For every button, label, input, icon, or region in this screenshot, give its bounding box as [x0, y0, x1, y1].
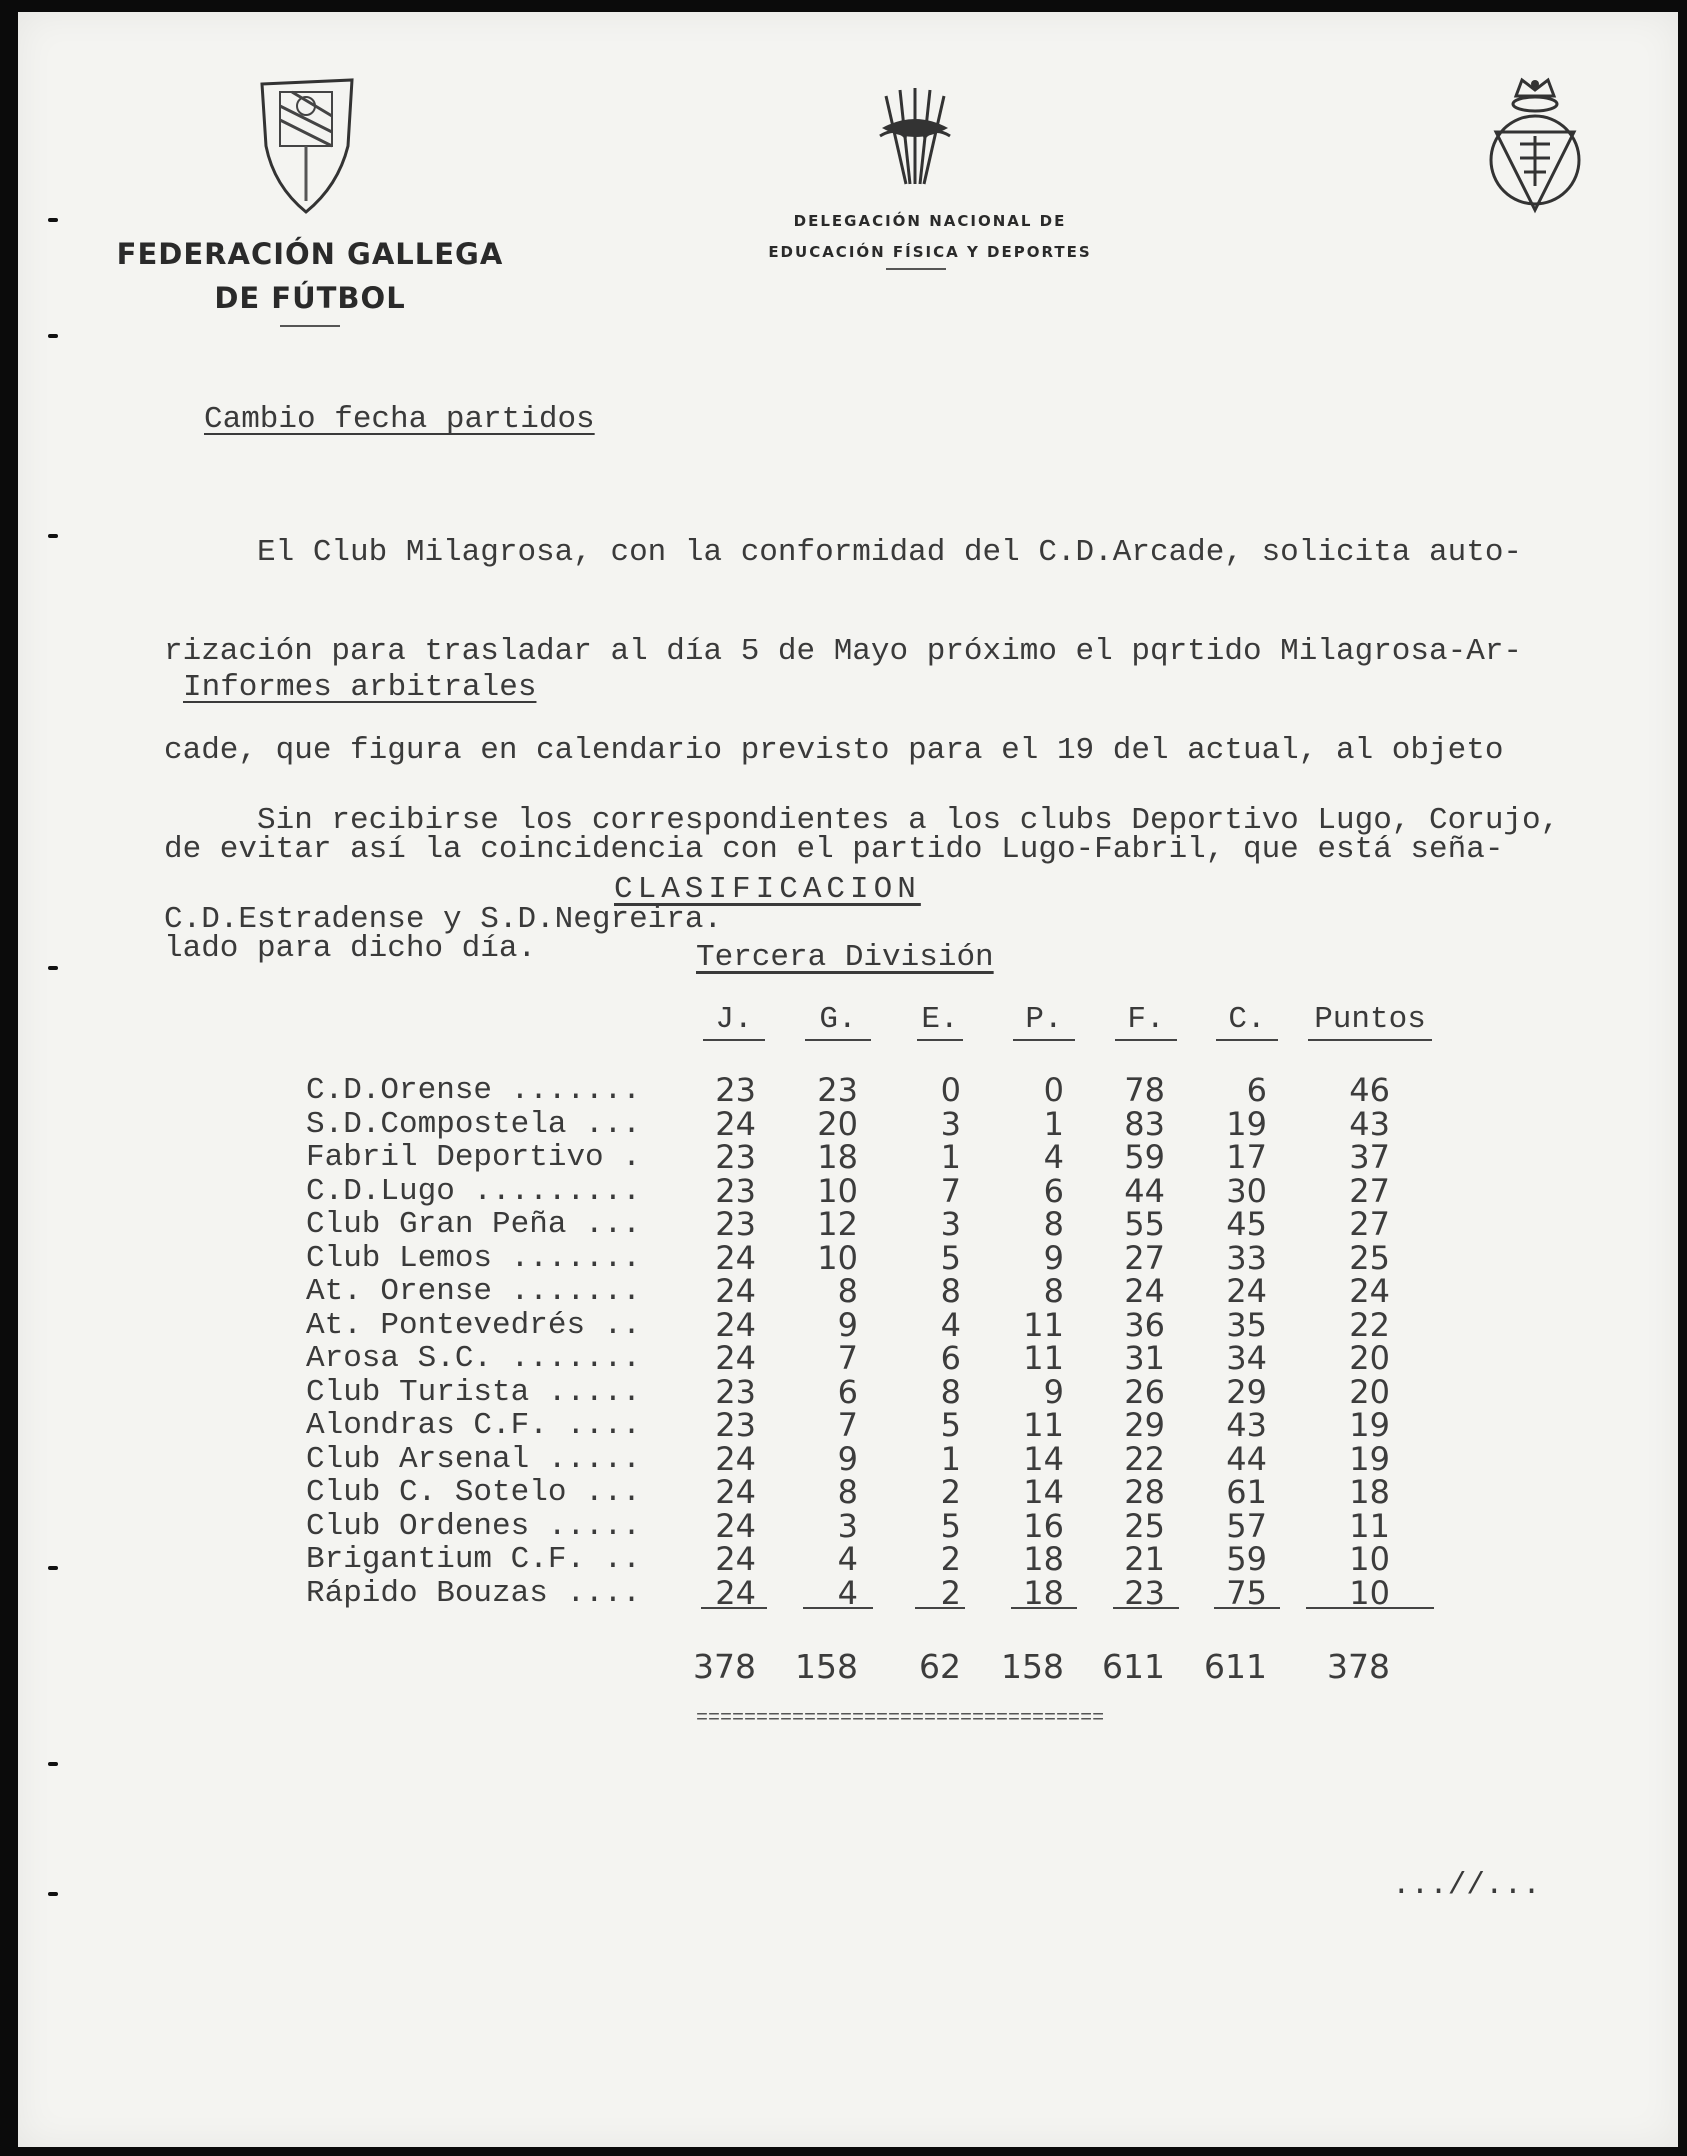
column-header: E.: [917, 1002, 963, 1041]
standings-cell: 43: [1226, 1406, 1267, 1444]
standings-cell: 1: [940, 1439, 961, 1478]
standings-cell: 26: [1124, 1372, 1165, 1411]
team-name: Club Arsenal .....: [306, 1441, 641, 1477]
standings-cell: 3: [837, 1506, 858, 1545]
standings-cell: 23: [715, 1205, 756, 1243]
standings-cell: 27: [1349, 1205, 1390, 1243]
standings-cell: 78: [1124, 1071, 1165, 1109]
standings-cell: 7: [940, 1171, 961, 1210]
standings-cell: 61: [1226, 1473, 1267, 1511]
standings-cell: 34: [1226, 1339, 1267, 1377]
standings-cell: 28: [1124, 1473, 1165, 1511]
standings-cell: 2: [940, 1540, 961, 1578]
column-total: 62: [919, 1647, 961, 1686]
standings-cell: 8: [1043, 1272, 1064, 1310]
team-name: S.D.Compostela ...: [306, 1106, 641, 1142]
standings-cell: 6: [1246, 1071, 1267, 1109]
continuation-mark: ...//...: [1392, 1868, 1541, 1903]
standings-cell: 5: [940, 1406, 961, 1444]
standings-cell: 83: [1124, 1104, 1165, 1143]
delegation-rule: [886, 268, 946, 270]
standings-cell: 23: [715, 1171, 756, 1210]
edge-mark: [48, 966, 58, 970]
standings-cell: 5: [940, 1238, 961, 1277]
federation-name-line1: FEDERACIÓN GALLEGA: [116, 237, 504, 271]
standings-cell: 33: [1226, 1238, 1267, 1277]
standings-cell: 22: [1124, 1439, 1165, 1478]
body-line: lado para dicho día.: [164, 931, 537, 966]
column-total: 158: [795, 1647, 858, 1686]
column-header: J.: [703, 1002, 765, 1041]
section-heading-date-change: Cambio fecha partidos: [204, 402, 595, 437]
standings-cell: 23: [715, 1138, 756, 1176]
standings-cell: 12: [817, 1205, 858, 1243]
team-name: Club Lemos .......: [306, 1240, 641, 1276]
section-body-referee-reports: [164, 738, 1559, 969]
edge-mark: [48, 334, 58, 338]
standings-cell: 6: [1043, 1171, 1064, 1210]
column-header: Puntos: [1308, 1002, 1432, 1041]
standings-cell: 59: [1124, 1138, 1165, 1176]
standings-cell: 8: [1043, 1205, 1064, 1243]
edge-mark: [48, 1762, 58, 1766]
edge-mark: [48, 534, 58, 538]
standings-cell: 31: [1124, 1339, 1165, 1377]
standings-cell: 23: [715, 1372, 756, 1411]
standings-subtitle: Tercera División: [696, 940, 994, 975]
standings-cell: 23: [715, 1406, 756, 1444]
standings-title: CLASIFICACION: [614, 872, 921, 907]
team-name: Alondras C.F. ....: [306, 1408, 641, 1443]
standings-cell: 10: [1349, 1573, 1390, 1612]
standings-cell: 4: [837, 1573, 858, 1612]
standings-cell: 20: [817, 1104, 858, 1143]
standings-cell: 29: [1124, 1406, 1165, 1444]
standings-cell: 25: [1349, 1238, 1390, 1277]
standings-cell: 36: [1124, 1305, 1165, 1344]
team-name: Club Gran Peña ...: [306, 1207, 641, 1242]
standings-cell: 6: [940, 1339, 961, 1377]
standings-cell: 43: [1349, 1104, 1390, 1143]
standings-cell: 55: [1124, 1205, 1165, 1243]
standings-cell: 44: [1226, 1439, 1267, 1478]
edge-mark: [48, 1892, 58, 1896]
standings-cell: 11: [1023, 1406, 1064, 1444]
column-total-rule: [1011, 1607, 1077, 1609]
team-name: Club Ordenes .....: [306, 1508, 641, 1544]
column-total-rule: [1306, 1607, 1434, 1609]
column-header: P.: [1013, 1002, 1075, 1041]
standings-cell: 11: [1023, 1305, 1064, 1344]
standings-cell: 11: [1023, 1339, 1064, 1377]
standings-cell: 11: [1349, 1506, 1390, 1545]
standings-cell: 4: [837, 1540, 858, 1578]
column-total-rule: [915, 1607, 965, 1609]
standings-cell: 57: [1226, 1506, 1267, 1545]
standings-cell: 0: [940, 1071, 961, 1109]
federation-name: [100, 232, 520, 320]
standings-cell: 6: [837, 1372, 858, 1411]
delegation-name: [705, 206, 1155, 268]
shield-emblem-icon: [258, 76, 356, 216]
body-line: rización para trasladar al día 5 de Mayo próximo el pqrtido Milagrosa-Ar-: [164, 634, 1523, 669]
standings-cell: 8: [940, 1372, 961, 1411]
standings-cell: 24: [1124, 1272, 1165, 1310]
body-line: C.D.Estradense y S.D.Negreira.: [164, 902, 723, 937]
edge-mark: [48, 218, 58, 222]
team-name: Rápido Bouzas ....: [306, 1575, 641, 1611]
standings-cell: 3: [940, 1104, 961, 1143]
column-total-rule: [1113, 1607, 1179, 1609]
standings-cell: 10: [1349, 1540, 1390, 1578]
column-header: C.: [1216, 1002, 1278, 1041]
standings-cell: 1: [940, 1138, 961, 1176]
standings-cell: 24: [715, 1439, 756, 1478]
yoke-arrows-emblem-icon: [876, 80, 954, 190]
standings-cell: 20: [1349, 1339, 1390, 1377]
team-name: Club C. Sotelo ...: [306, 1475, 641, 1510]
standings-cell: 21: [1124, 1540, 1165, 1578]
standings-cell: 9: [837, 1305, 858, 1344]
standings-cell: 29: [1226, 1372, 1267, 1411]
standings-cell: 3: [940, 1205, 961, 1243]
team-name: Club Turista .....: [306, 1374, 641, 1410]
standings-cell: 18: [1349, 1473, 1390, 1511]
standings-cell: 45: [1226, 1205, 1267, 1243]
column-total-rule: [1214, 1607, 1280, 1609]
standings-cell: 75: [1226, 1573, 1267, 1612]
standings-cell: 19: [1349, 1439, 1390, 1478]
standings-cell: 7: [837, 1339, 858, 1377]
standings-cell: 19: [1349, 1406, 1390, 1444]
team-name: At. Pontevedrés ..: [306, 1307, 641, 1343]
standings-cell: 14: [1023, 1439, 1064, 1478]
body-line: El Club Milagrosa, con la conformidad del C.D.Arcade, solicita auto-: [164, 535, 1523, 570]
standings-cell: 24: [715, 1272, 756, 1310]
standings-cell: 25: [1124, 1506, 1165, 1545]
standings-cell: 23: [1124, 1573, 1165, 1612]
standings-cell: 8: [837, 1272, 858, 1310]
team-name: Brigantium C.F. ..: [306, 1542, 641, 1577]
standings-cell: 44: [1124, 1171, 1165, 1210]
standings-cell: 23: [715, 1071, 756, 1109]
standings-cell: 0: [1043, 1071, 1064, 1109]
standings-cell: 37: [1349, 1138, 1390, 1176]
standings-cell: 8: [940, 1272, 961, 1310]
standings-cell: 27: [1349, 1171, 1390, 1210]
standings-cell: 24: [715, 1339, 756, 1377]
column-total: 611: [1204, 1647, 1267, 1686]
standings-cell: 22: [1349, 1305, 1390, 1344]
column-total-rule: [701, 1607, 767, 1609]
standings-cell: 9: [1043, 1372, 1064, 1411]
standings-cell: 24: [715, 1238, 756, 1277]
standings-cell: 24: [715, 1573, 756, 1612]
standings-cell: 30: [1226, 1171, 1267, 1210]
standings-cell: 7: [837, 1406, 858, 1444]
delegation-name-line2: EDUCACIÓN FÍSICA Y DEPORTES: [768, 243, 1092, 261]
standings-cell: 18: [817, 1138, 858, 1176]
column-header: G.: [805, 1002, 871, 1041]
delegation-name-line1: DELEGACIÓN NACIONAL DE: [793, 212, 1067, 230]
team-name: C.D.Lugo .........: [306, 1173, 641, 1209]
body-line: cade, que figura en calendario previsto para el 19 del actual, al objeto: [164, 733, 1504, 768]
column-total-rule: [803, 1607, 873, 1609]
column-total: 378: [693, 1647, 756, 1686]
standings-cell: 59: [1226, 1540, 1267, 1578]
standings-cell: 4: [1043, 1138, 1064, 1176]
standings-cell: 8: [837, 1473, 858, 1511]
standings-cell: 16: [1023, 1506, 1064, 1545]
crowned-crest-emblem-icon: [1484, 74, 1586, 218]
standings-cell: 2: [940, 1473, 961, 1511]
standings-cell: 1: [1043, 1104, 1064, 1143]
standings-cell: 17: [1226, 1138, 1267, 1176]
standings-cell: 18: [1023, 1573, 1064, 1612]
team-name: Arosa S.C. .......: [306, 1341, 641, 1376]
edge-mark: [48, 1566, 58, 1570]
column-header: F.: [1115, 1002, 1177, 1041]
federation-name-line2: DE FÚTBOL: [214, 281, 406, 315]
body-line: Sin recibirse los correspondientes a los clubs Deportivo Lugo, Corujo,: [164, 803, 1560, 838]
double-underline-rule: ==================================: [696, 1707, 1105, 1730]
section-heading-referee-reports: Informes arbitrales: [183, 670, 537, 705]
standings-cell: 4: [940, 1305, 961, 1344]
standings-cell: 9: [1043, 1238, 1064, 1277]
standings-cell: 9: [837, 1439, 858, 1478]
standings-cell: 23: [817, 1071, 858, 1109]
standings-cell: 24: [715, 1540, 756, 1578]
standings-cell: 24: [715, 1104, 756, 1143]
column-total: 611: [1102, 1647, 1165, 1686]
standings-cell: 5: [940, 1506, 961, 1545]
team-name: Fabril Deportivo .: [306, 1140, 641, 1175]
standings-cell: 14: [1023, 1473, 1064, 1511]
column-total: 378: [1327, 1647, 1390, 1686]
standings-cell: 24: [715, 1305, 756, 1344]
column-total: 158: [1001, 1647, 1064, 1686]
standings-cell: 24: [1226, 1272, 1267, 1310]
standings-cell: 10: [817, 1171, 858, 1210]
standings-cell: 46: [1349, 1071, 1390, 1109]
team-name: At. Orense .......: [306, 1274, 641, 1309]
standings-cell: 35: [1226, 1305, 1267, 1344]
body-line: de evitar así la coincidencia con el partido Lugo-Fabril, que está seña-: [164, 832, 1504, 867]
standings-cell: 27: [1124, 1238, 1165, 1277]
standings-cell: 10: [817, 1238, 858, 1277]
team-name: C.D.Orense .......: [306, 1073, 641, 1108]
standings-cell: 19: [1226, 1104, 1267, 1143]
federation-rule: [280, 325, 340, 327]
standings-cell: 20: [1349, 1372, 1390, 1411]
standings-cell: 2: [940, 1573, 961, 1612]
standings-cell: 24: [715, 1473, 756, 1511]
standings-cell: 24: [1349, 1272, 1390, 1310]
standings-cell: 18: [1023, 1540, 1064, 1578]
standings-cell: 24: [715, 1506, 756, 1545]
